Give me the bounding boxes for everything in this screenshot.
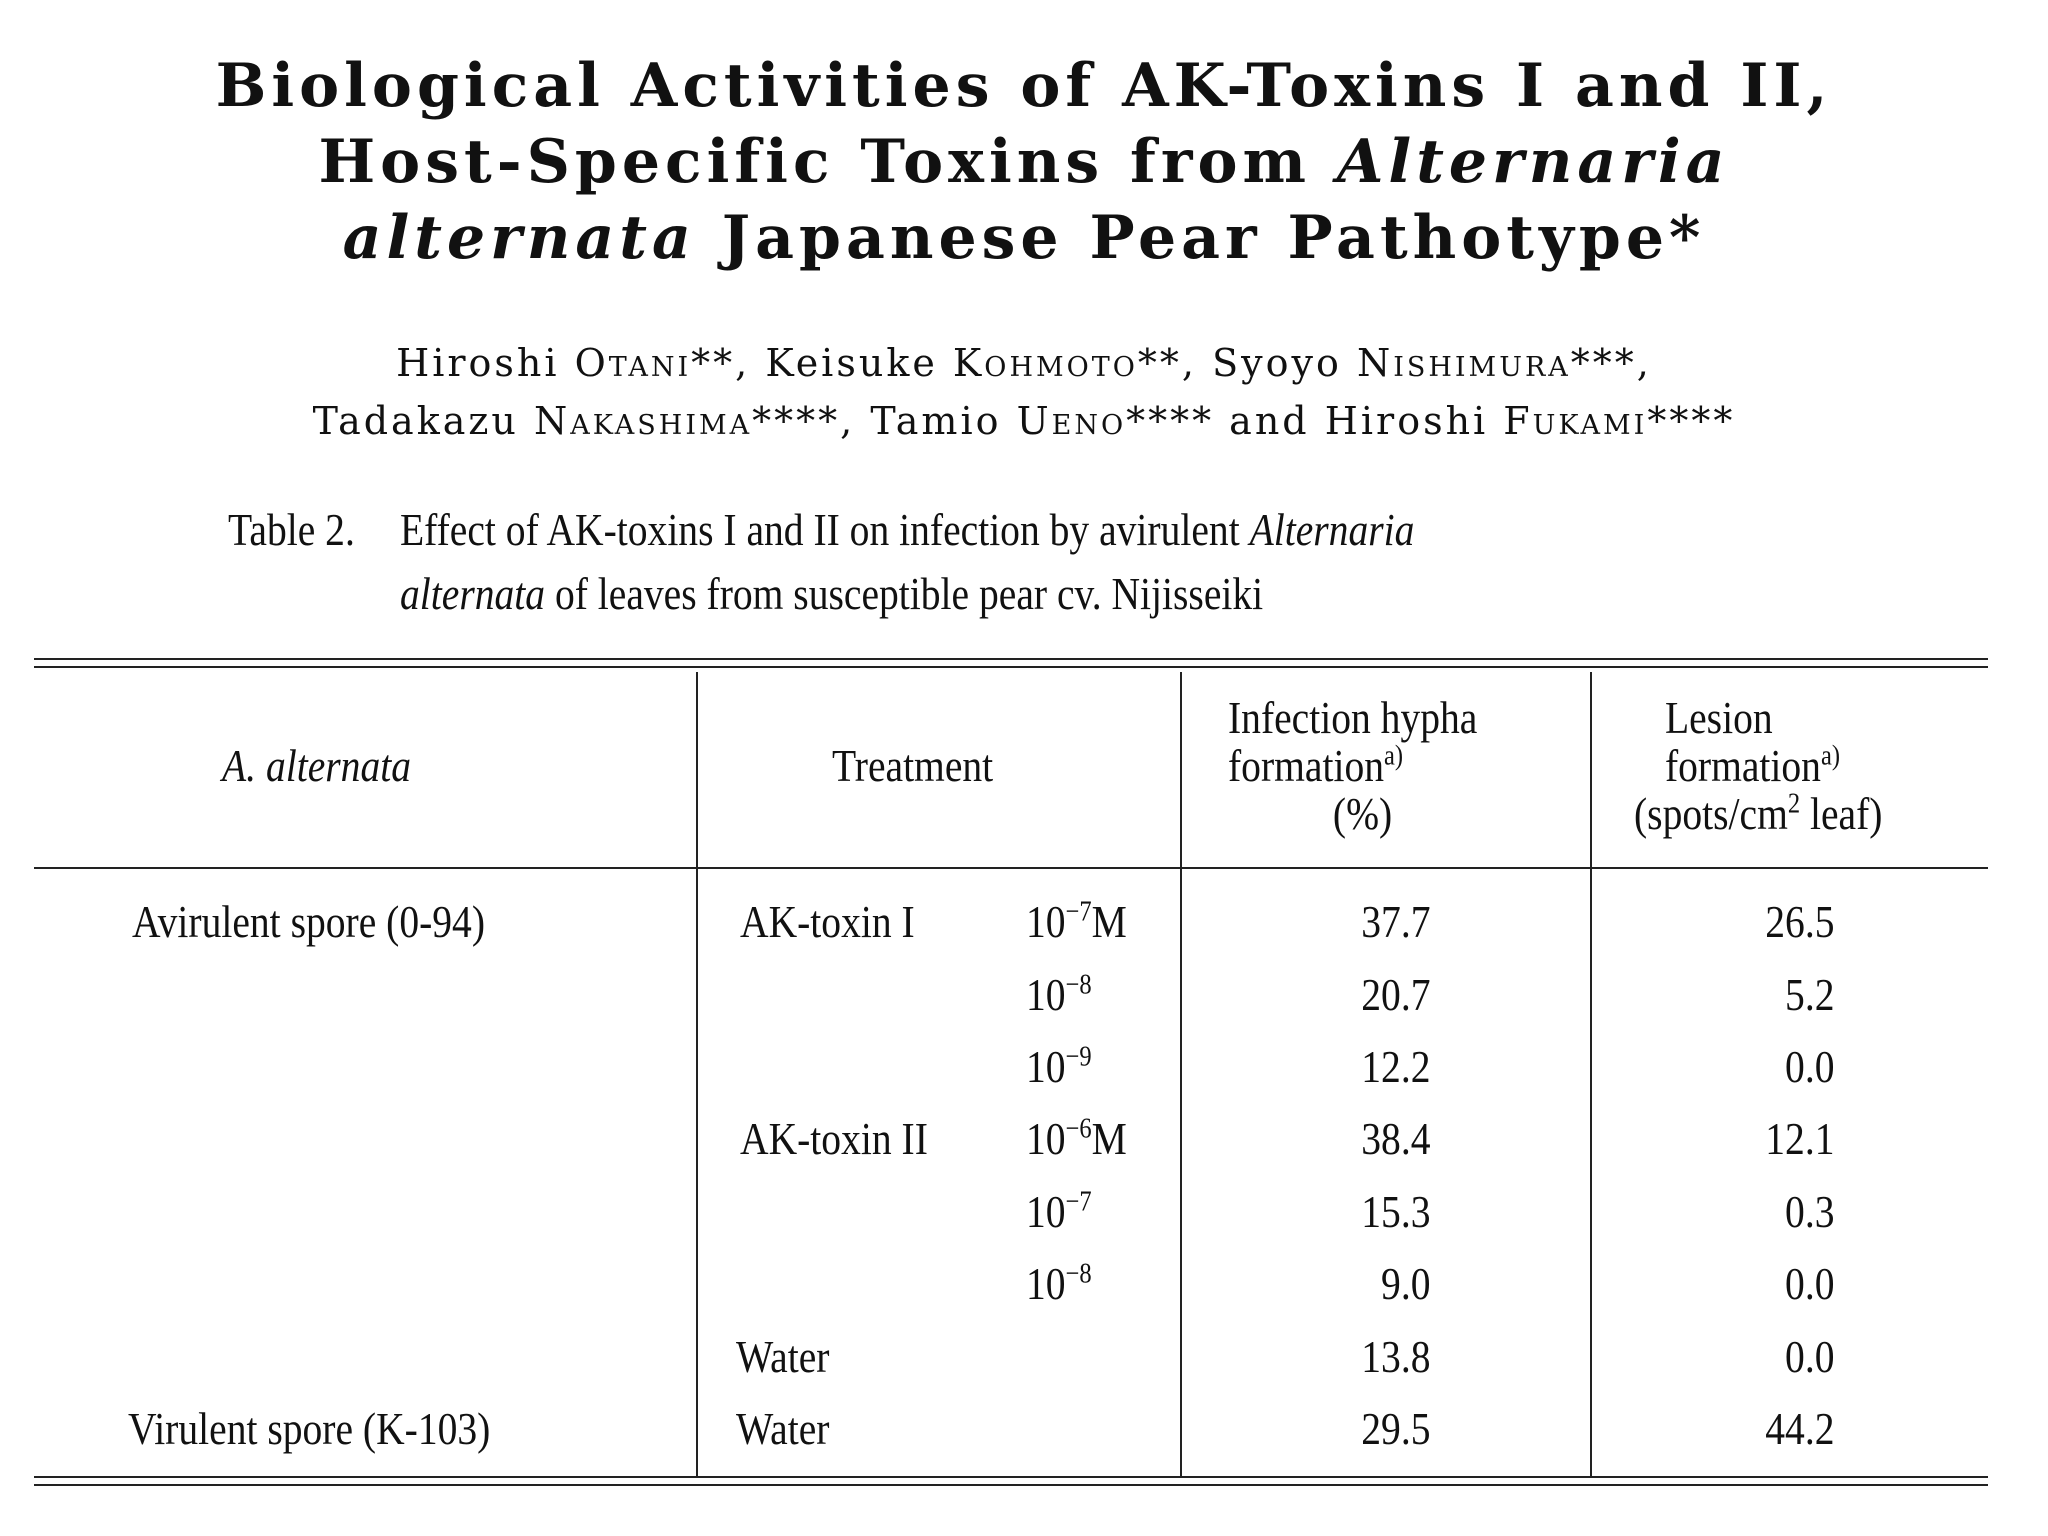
conc-base: 10: [1026, 896, 1066, 947]
conc-exponent: −8: [1065, 1258, 1092, 1290]
author-last-name: Fukami: [1503, 399, 1648, 443]
caption-line-1: [228, 498, 1414, 562]
footnote-marker: a): [1384, 740, 1404, 772]
author-first-name: Syoyo: [1212, 341, 1342, 385]
paper-title: [0, 48, 2048, 276]
header-lesion-formation: formation: [1664, 740, 1821, 791]
table-top-rule-lower: [34, 666, 1988, 668]
header-treatment: Treatment: [832, 740, 994, 791]
cell-hypha: 29.5: [1360, 1403, 1430, 1454]
conc-exponent: −7: [1065, 896, 1092, 928]
table-caption: [228, 498, 1414, 626]
title-genus: Alternaria: [1336, 127, 1730, 197]
cell-concentration: [1026, 1040, 1092, 1093]
cell-lesion: 12.1: [1764, 1113, 1834, 1164]
author-mark: ****: [1126, 399, 1215, 443]
author-first-name: Keisuke: [765, 341, 938, 385]
caption-text-end: of leaves from susceptible pear cv. Nijisseiki: [545, 568, 1264, 619]
author-first-name: Hiroshi: [396, 341, 560, 385]
cell-lesion: 0.0: [1784, 1258, 1834, 1309]
cell-concentration: [1026, 1112, 1127, 1165]
cell-toxin: AK-toxin I: [740, 896, 915, 947]
cell-lesion: 26.5: [1764, 896, 1834, 947]
author-mark: **,: [1137, 341, 1198, 385]
author-mark: **,: [691, 341, 751, 385]
table-top-rule-upper: [34, 658, 1988, 660]
author-mark: ***,: [1570, 341, 1652, 385]
conc-unit: M: [1091, 896, 1127, 947]
title-line-2-text: Host-Specific Toxins from: [318, 127, 1337, 197]
conc-unit: M: [1091, 1113, 1127, 1164]
table-bottom-rule-upper: [34, 1476, 1988, 1478]
header-lesion-line-1: Lesion: [1664, 692, 1773, 743]
caption-label: Table 2.: [228, 504, 355, 555]
header-lesion-unit-b: leaf): [1800, 788, 1883, 839]
title-line-2: [0, 124, 2048, 200]
conc-exponent: −8: [1065, 969, 1092, 1001]
cell-lesion: 0.0: [1784, 1041, 1834, 1092]
conc-exponent: −7: [1065, 1186, 1092, 1218]
author-last-name: Kohmoto: [952, 341, 1138, 385]
conc-base: 10: [1026, 1186, 1066, 1237]
caption-species: alternata: [400, 568, 546, 619]
author-last-name: Otani: [574, 341, 692, 385]
cell-toxin: AK-toxin II: [740, 1113, 928, 1164]
author-mark: ****,: [752, 399, 856, 443]
author-connector: and: [1229, 399, 1310, 443]
header-hypha-line-1: Infection hypha: [1228, 692, 1478, 743]
cell-lesion: 0.0: [1784, 1331, 1834, 1382]
cell-hypha: 12.2: [1360, 1041, 1430, 1092]
header-hypha-formation: formation: [1228, 740, 1385, 791]
column-divider: [696, 672, 698, 1478]
column-divider: [1180, 672, 1182, 1478]
cell-lesion: 5.2: [1784, 969, 1834, 1020]
title-line-3: [0, 200, 2048, 276]
cell-hypha: 20.7: [1360, 969, 1430, 1020]
header-lesion-unit-a: (spots/cm: [1634, 788, 1788, 839]
cell-concentration: [1026, 1257, 1092, 1310]
cell-hypha: 13.8: [1360, 1331, 1430, 1382]
cell-concentration: [1026, 895, 1127, 948]
conc-base: 10: [1026, 969, 1066, 1020]
author-list: [0, 334, 2048, 450]
author-mark: ****: [1647, 399, 1736, 443]
header-lesion-line-2: [1634, 742, 1882, 790]
header-lesion-unit-exp: 2: [1787, 788, 1801, 820]
title-line-3-text: Japanese Pear Pathotype*: [695, 203, 1706, 273]
cell-hypha: 38.4: [1360, 1113, 1430, 1164]
header-strain: A. alternata: [222, 740, 411, 791]
author-last-name: Ueno: [1016, 399, 1127, 443]
author-first-name: Tadakazu: [312, 399, 519, 443]
column-divider: [1590, 672, 1592, 1478]
caption-line-2: [228, 562, 1414, 626]
table-bottom-rule-lower: [34, 1484, 1988, 1486]
cell-lesion: 44.2: [1764, 1403, 1834, 1454]
author-first-name: Tamio: [870, 399, 1002, 443]
cell-concentration: [1026, 968, 1092, 1021]
footnote-marker: a): [1820, 740, 1841, 772]
caption-genus: Alternaria: [1249, 504, 1415, 555]
cell-strain: Virulent spore (K-103): [128, 1403, 491, 1454]
author-last-name: Nishimura: [1356, 341, 1571, 385]
cell-concentration: [1026, 1185, 1092, 1238]
table-header-rule: [34, 867, 1988, 869]
header-lesion: [1634, 694, 1882, 838]
cell-hypha: 15.3: [1360, 1186, 1430, 1237]
header-lesion-unit: [1634, 790, 1882, 838]
cell-lesion: 0.3: [1784, 1186, 1834, 1237]
cell-toxin: Water: [736, 1331, 830, 1382]
header-hypha: [1228, 694, 1477, 838]
author-line-1: [0, 334, 2048, 392]
conc-base: 10: [1026, 1258, 1066, 1309]
conc-base: 10: [1026, 1113, 1066, 1164]
header-hypha-unit: (%): [1332, 788, 1393, 839]
author-line-2: [0, 392, 2048, 450]
header-hypha-line-2: [1228, 742, 1477, 790]
conc-exponent: −9: [1065, 1041, 1092, 1073]
cell-hypha: 9.0: [1380, 1258, 1430, 1309]
conc-base: 10: [1026, 1041, 1066, 1092]
caption-text: Effect of AK-toxins I and II on infection by avirulent: [400, 504, 1250, 555]
author-last-name: Nakashima: [533, 399, 753, 443]
cell-strain: Avirulent spore (0-94): [132, 896, 486, 947]
cell-hypha: 37.7: [1360, 896, 1430, 947]
title-line-1: Biological Activities of AK-Toxins I and II,: [215, 51, 1833, 121]
cell-toxin: Water: [736, 1403, 830, 1454]
author-first-name: Hiroshi: [1324, 399, 1489, 443]
title-species: alternata: [342, 203, 696, 273]
conc-exponent: −6: [1065, 1113, 1092, 1145]
